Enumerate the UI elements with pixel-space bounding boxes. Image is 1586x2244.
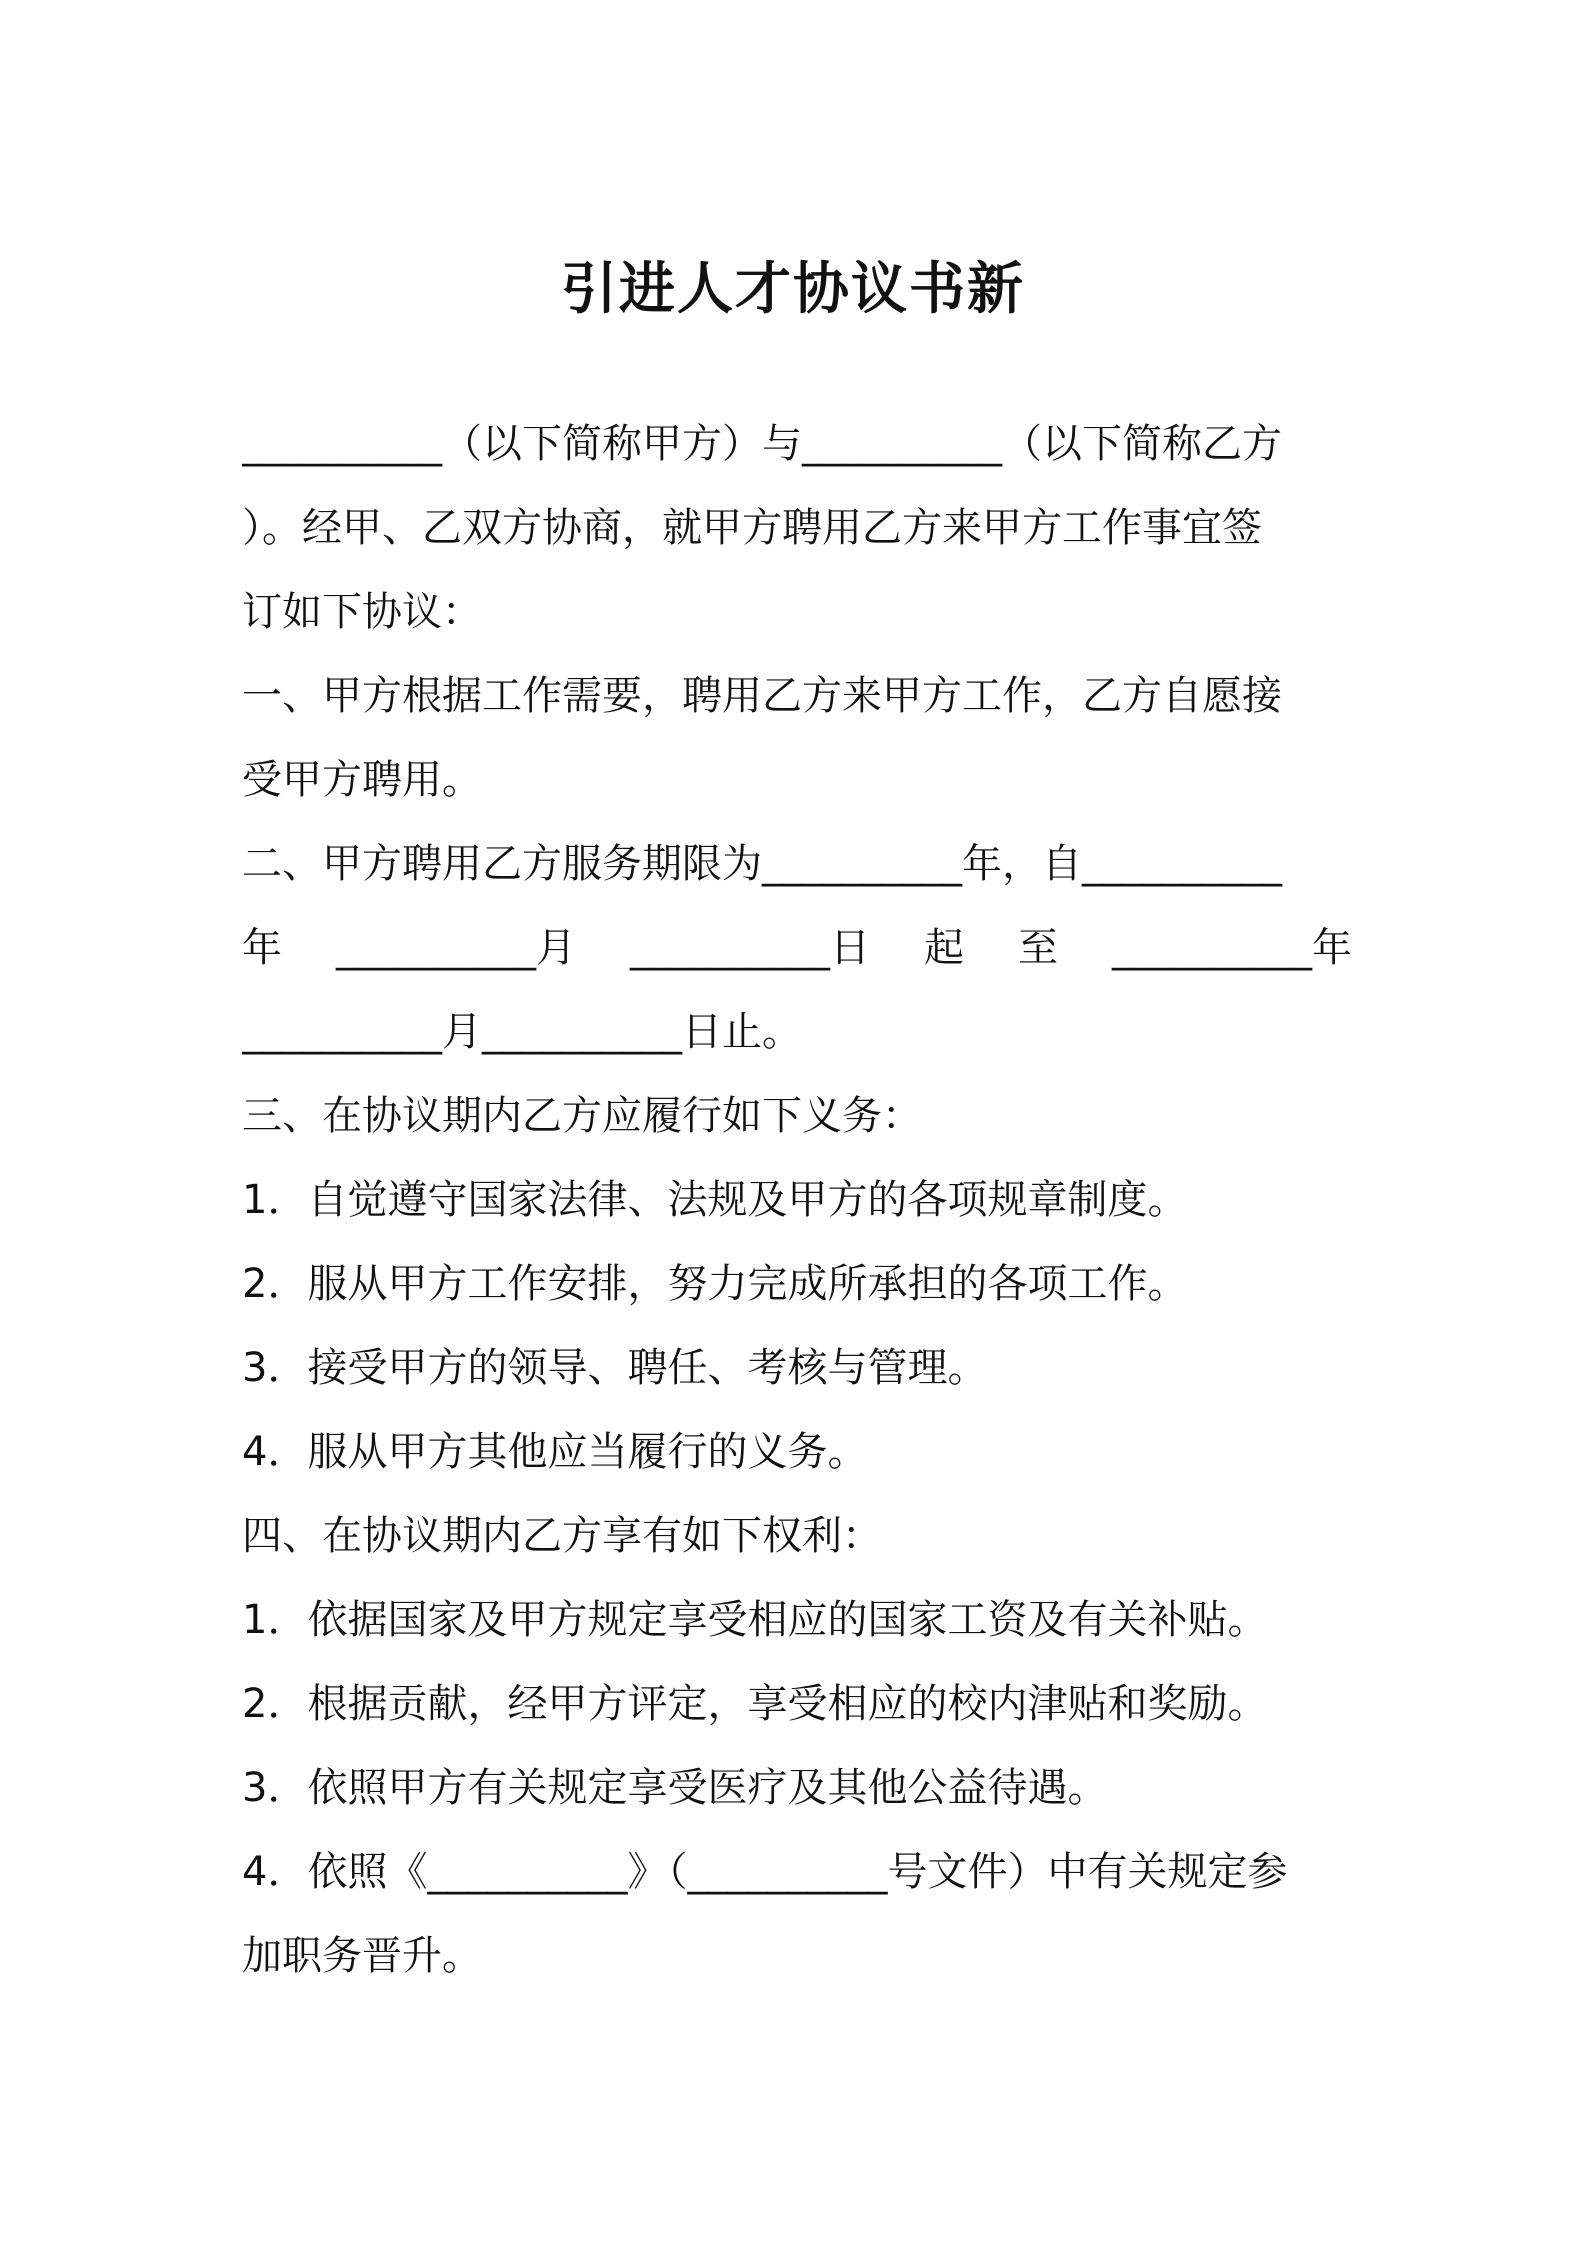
body-line: 四、在协议期内乙方享有如下权利：: [242, 1513, 882, 1559]
body-line: ）。经甲、乙双方协商，就甲方聘用乙方来甲方工作事宜签: [242, 505, 1262, 551]
document-body: [242, 402, 1352, 1998]
body-line: 3．接受甲方的领导、聘任、考核与管理。: [242, 1345, 988, 1391]
body-line: 3．依照甲方有关规定享受医疗及其他公益待遇。: [242, 1765, 1108, 1811]
date-segment: 年: [242, 925, 282, 971]
body-line: 三、在协议期内乙方应履行如下义务：: [242, 1093, 922, 1139]
body-line: 2．服从甲方工作安排，努力完成所承担的各项工作。: [242, 1261, 1188, 1307]
body-line: 1．自觉遵守国家法律、法规及甲方的各项规章制度。: [242, 1177, 1188, 1223]
body-line: __________月__________日止。: [242, 1009, 802, 1055]
body-line-justified: [242, 906, 1352, 990]
date-segment: __________月: [336, 925, 576, 971]
date-segment: __________年: [1112, 925, 1352, 971]
body-line: __________（以下简称甲方）与__________（以下简称乙方: [242, 421, 1282, 467]
body-line: 加职务晋升。: [242, 1933, 482, 1979]
body-line: 一、甲方根据工作需要，聘用乙方来甲方工作，乙方自愿接: [242, 673, 1282, 719]
body-line: 二、甲方聘用乙方服务期限为__________年，自__________: [242, 841, 1282, 887]
date-segment: 起: [924, 925, 964, 971]
date-segment: 至: [1018, 925, 1058, 971]
body-line: 2．根据贡献，经甲方评定，享受相应的校内津贴和奖励。: [242, 1681, 1268, 1727]
body-line: 1．依据国家及甲方规定享受相应的国家工资及有关补贴。: [242, 1597, 1268, 1643]
body-line: 4．服从甲方其他应当履行的义务。: [242, 1429, 868, 1475]
date-segment: __________日: [630, 925, 870, 971]
document-title: 引进人才协议书新: [561, 257, 1025, 322]
body-line: 4．依照《__________》（__________号文件）中有关规定参: [242, 1849, 1288, 1895]
body-line: 受甲方聘用。: [242, 757, 482, 803]
body-line: 订如下协议：: [242, 589, 482, 635]
